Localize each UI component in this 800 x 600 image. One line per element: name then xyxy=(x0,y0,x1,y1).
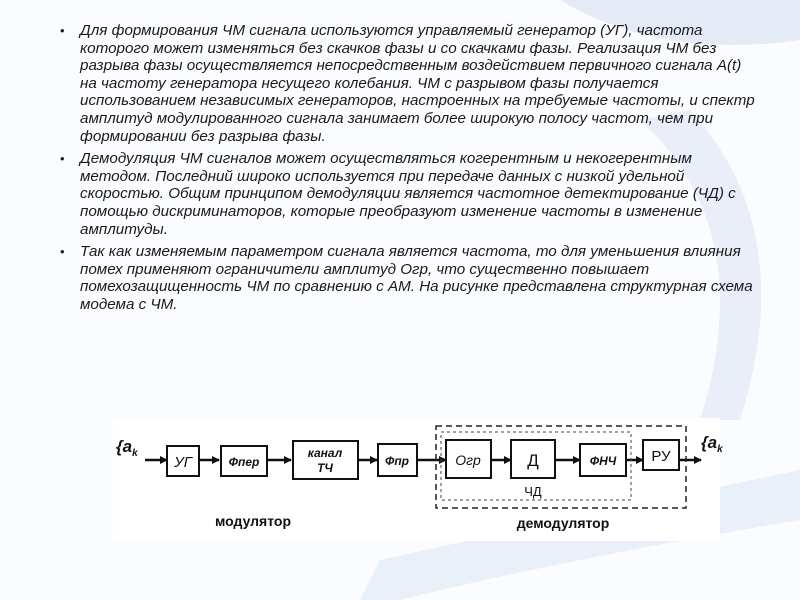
output-signal-subscript: k xyxy=(717,444,723,455)
bullet-text: Для формирования ЧМ сигнала используются управляемый генератор (УГ), частота которого может изменяться без скачков фазы и со скачками фазы. Реализация ЧМ без разрыва фазы осуществляется непосредственным воздействием первичного сигнала A(t) на частоту генератора несущего колебания. ЧМ с разрывом фазы получается использованием независимых генераторов, настроенных на требуемые частоты, и спектр амплитуд модулированного сигнала занимает более широкую полосу частот, чем при формировании без разрыва фазы. xyxy=(80,22,755,145)
block-f-per-label: Фпер xyxy=(228,455,260,469)
block-ug-label: УГ xyxy=(174,454,192,471)
block-ru-label: РУ xyxy=(651,448,671,465)
bullet-list xyxy=(60,22,760,319)
bullet-dot: • xyxy=(60,23,65,38)
bullet-dot: • xyxy=(60,151,65,167)
demodulator-label: демодулятор xyxy=(516,515,610,531)
block-channel-label-line1: канал xyxy=(307,446,343,460)
bullet-item-limiters xyxy=(60,243,760,313)
modem-block-diagram xyxy=(113,418,723,541)
output-signal-label: {$a_k$ xyxy=(701,433,723,455)
input-signal-subscript: k xyxy=(132,448,138,459)
block-f-nch-label: ФНЧ xyxy=(589,454,617,468)
block-channel-label-line2: ТЧ xyxy=(317,461,333,475)
bullet-text: Демодуляция ЧМ сигналов может осуществляться когерентным и некогерентным методом. Последний широко используется при передаче данных с низкой удельной скоростью. Общим принципом демодуляции является частотное детектирование (ЧД) с помощью дискриминаторов, которые преобразуют изменение частоты в изменение амплитуды. xyxy=(80,150,736,238)
modulator-label: модулятор xyxy=(214,513,292,529)
block-d-label: Д xyxy=(527,451,539,470)
diagram-svg xyxy=(113,418,723,541)
block-f-pr-label: Фпр xyxy=(384,454,410,468)
bullet-item-fm-demodulation xyxy=(60,150,760,238)
bullet-dot: • xyxy=(60,244,65,260)
chd-label: ЧД xyxy=(524,484,542,499)
bullet-text: Так как изменяемым параметром сигнала является частота, то для уменьшения влияния помех применяют ограничители амплитуд Огр, что существенно повышает помехозащищенность ЧМ по сравнению с АМ. На рисунке представлена структурная схема модема с ЧМ. xyxy=(80,243,753,313)
input-signal-label: {$a_k$ xyxy=(116,437,138,459)
block-o-gr-label: Огр xyxy=(455,452,481,468)
bullet-item-fm-generation xyxy=(60,22,760,145)
